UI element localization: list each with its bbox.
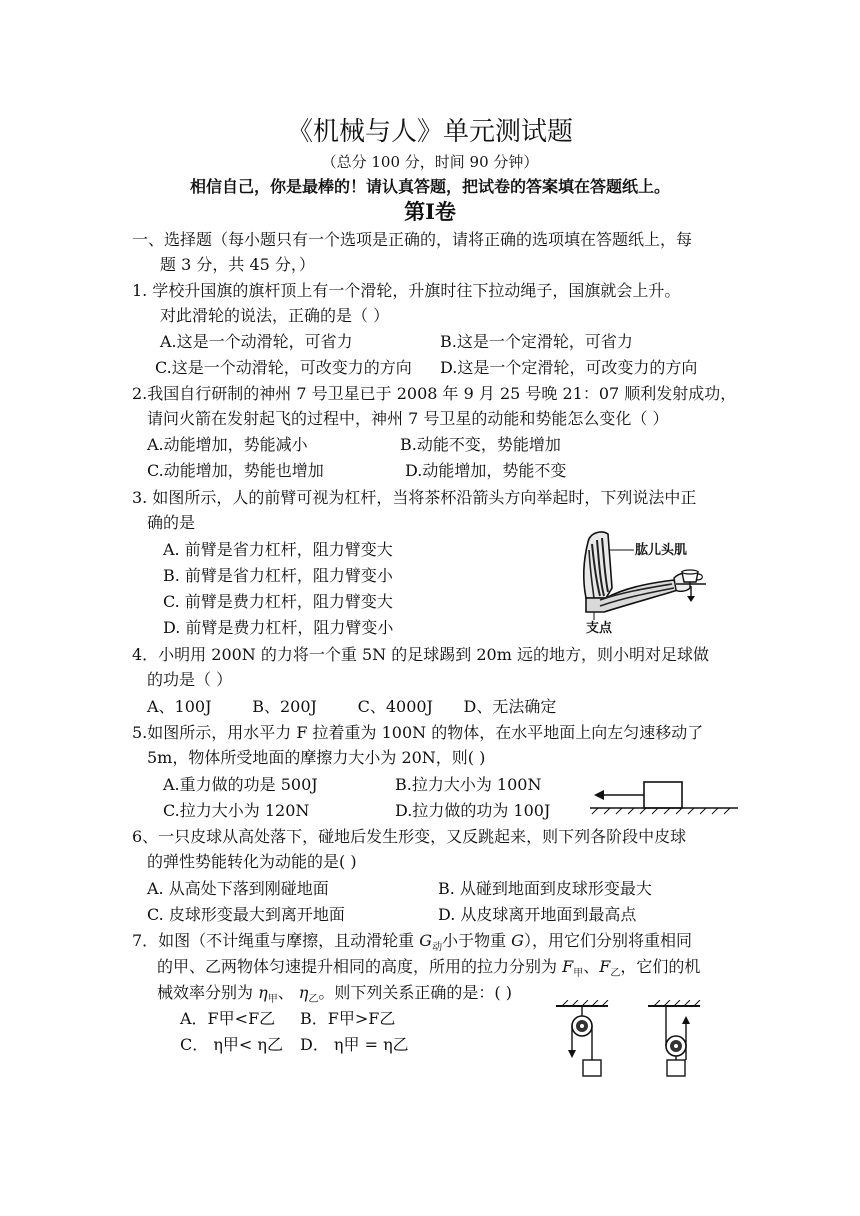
q5-option-a: A.重力做的功是 500J <box>163 775 318 794</box>
q2-option-d: D.动能增加，势能不变 <box>405 461 567 480</box>
q7-text-2a: 的甲、乙两物体匀速提升相同的高度，所用的拉力分别为 <box>157 957 563 976</box>
question-7-cont2 <box>157 982 512 1011</box>
question-2-cont: 请问火箭在发射起飞的过程中，神州 7 号卫星的动能和势能怎么变化（ ） <box>147 409 669 428</box>
fulcrum-label: 支点 <box>586 621 613 636</box>
biceps-label: 肱儿头肌 <box>635 543 688 558</box>
motto: 相信自己，你是最棒的！请认真答题，把试卷的答案填在答题纸上。 <box>189 177 670 196</box>
q7-text-1c: ），用它们分别将重相同 <box>523 931 692 950</box>
question-6-cont: 的弹性势能转化为动能的是( ) <box>147 852 357 871</box>
block-pull-figure <box>590 776 740 816</box>
volume-heading: 第Ⅰ卷 <box>404 199 456 224</box>
q2-option-b: B.动能不变，势能增加 <box>400 435 561 454</box>
q5-option-d: D.拉力做的功为 100J <box>395 801 551 820</box>
q1-option-c: C.这是一个动滑轮，可改变力的方向 <box>155 358 412 377</box>
q7-f-yi: F <box>599 957 611 976</box>
q7-text-3b: 。则下列关系正确的是：( ) <box>318 983 512 1002</box>
exam-info: （总分 100 分，时间 90 分钟） <box>321 153 539 171</box>
page-title: 《机械与人》单元测试题 <box>286 117 573 147</box>
q7-option-b: B．F甲>F乙 <box>300 1009 396 1028</box>
section-heading: 一、选择题（每小题只有一个选项是正确的，请将正确的选项填在答题纸上，每 <box>132 230 693 249</box>
q7-text-1b: 小于物重 <box>442 931 512 950</box>
q6-option-b: B. 从碰到地面到皮球形变最大 <box>438 879 652 898</box>
question-7 <box>132 930 692 959</box>
q5-option-b: B.拉力大小为 100N <box>395 775 542 794</box>
q1-option-d: D.这是一个定滑轮，可改变力的方向 <box>440 358 698 377</box>
q2-option-a: A.动能增加，势能减小 <box>147 435 308 454</box>
q7-g: G <box>511 931 524 950</box>
q7-eta-yi-sub: 乙 <box>308 994 319 1006</box>
question-3-cont: 确的是 <box>147 513 196 532</box>
q4-options: A、100J B、200J C、4000J D、无法确定 <box>147 697 557 716</box>
q7-eta-yi: η <box>298 983 309 1002</box>
q7-f-yi-sub: 乙 <box>610 968 621 980</box>
question-4-cont: 的功是（ ） <box>147 670 233 689</box>
question-7-cont <box>157 956 700 985</box>
q7-eta-jia-sub: 甲 <box>267 994 278 1006</box>
q5-option-c: C.拉力大小为 120N <box>163 801 310 820</box>
q7-text-3a: 械效率分别为 <box>157 983 259 1002</box>
q6-option-d: D. 从皮球离开地面到最高点 <box>438 905 637 924</box>
question-3: 3. 如图所示，人的前臂可视为杠杆，当将茶杯沿箭头方向举起时，下列说法中正 <box>132 488 697 507</box>
q7-text-1a: 7．如图（不计绳重与摩擦，且动滑轮重 <box>132 931 420 950</box>
q7-g-dong: G <box>419 931 433 950</box>
q2-option-c: C.动能增加，势能也增加 <box>147 461 324 480</box>
fixed-pulley-figure <box>556 1000 616 1080</box>
q7-eta-jia: η <box>258 983 268 1002</box>
q3-option-d: D. 前臂是费力杠杆，阻力臂变小 <box>163 618 394 637</box>
question-5-cont: 5m，物体所受地面的摩擦力大小为 20N，则( ) <box>147 748 486 767</box>
question-1-cont: 对此滑轮的说法，正确的是（ ） <box>160 306 390 325</box>
q7-sep2: 、 <box>277 983 299 1002</box>
movable-pulley-figure <box>644 1000 704 1080</box>
q7-option-d: D． η甲 = η乙 <box>300 1035 409 1054</box>
q7-option-c: C． η甲< η乙 <box>180 1035 283 1054</box>
q7-g-dong-sub: 动 <box>432 942 443 954</box>
q6-option-c: C. 皮球形变最大到离开地面 <box>147 905 345 924</box>
q6-option-a: A. 从高处下落到刚碰地面 <box>147 879 329 898</box>
q1-option-a: A.这是一个动滑轮，可省力 <box>160 332 353 351</box>
question-1: 1. 学校升国旗的旗杆顶上有一个滑轮，升旗时往下拉动绳子，国旗就会上升。 <box>132 281 681 300</box>
question-4: 4．小明用 200N 的力将一个重 5N 的足球踢到 20m 远的地方，则小明对足球做 <box>132 645 709 664</box>
q3-option-c: C. 前臂是费力杠杆，阻力臂变大 <box>163 592 393 611</box>
q7-text-2b: ，它们的机 <box>620 957 701 976</box>
section-heading-cont: 题 3 分，共 45 分，） <box>160 255 315 274</box>
q7-f-jia-sub: 甲 <box>573 968 584 980</box>
q3-option-a: A. 前臂是省力杠杆，阻力臂变大 <box>163 540 393 559</box>
q3-option-b: B. 前臂是省力杠杆，阻力臂变小 <box>163 566 393 585</box>
q1-option-b: B.这是一个定滑轮，可省力 <box>440 332 633 351</box>
question-2: 2.我国自行研制的神州 7 号卫星已于 2008 年 9 月 25 号晚 21：07 顺利发射成功， <box>132 384 737 403</box>
q7-option-a: A．F甲<F乙 <box>180 1009 276 1028</box>
q7-f-jia: F <box>562 957 574 976</box>
question-6: 6、一只皮球从高处落下，碰地后发生形变，又反跳起来，则下列各阶段中皮球 <box>132 827 687 846</box>
q7-sep: 、 <box>583 957 600 976</box>
question-5: 5.如图所示，用水平力 F 拉着重为 100N 的物体，在水平地面上向左匀速移动了 <box>132 723 704 742</box>
